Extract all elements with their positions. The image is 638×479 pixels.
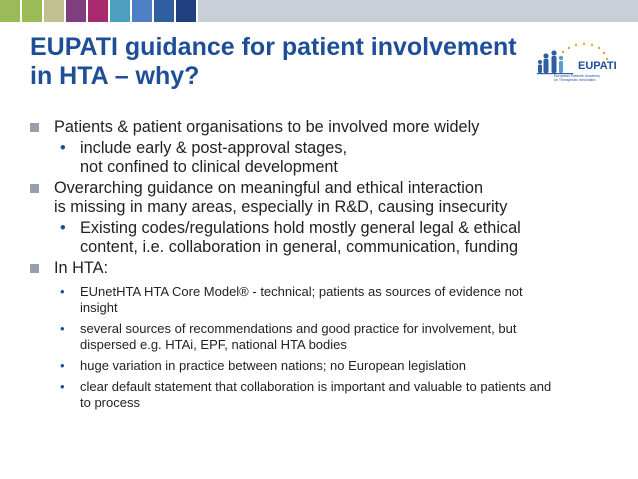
- bullet-text: In HTA:: [54, 259, 108, 277]
- eupati-wordmark: EUPATI: [578, 60, 617, 72]
- sub-bullet-item: [30, 358, 620, 374]
- sub-bullet-item: [30, 379, 620, 411]
- sub-bullet-item: [30, 219, 620, 257]
- sub-bullet-text-line-1: clear default statement that collaboration is important and valuable to patients and: [80, 379, 552, 394]
- sub-bullet-text-line-2: content, i.e. collaboration in general, communication, funding: [80, 238, 519, 256]
- square-bullet-icon: [30, 184, 39, 193]
- strip-square: [110, 0, 130, 22]
- bullet-text-line-1: Overarching guidance on meaningful and ethical interaction: [54, 179, 484, 197]
- sub-bullet-text-line-2: to process: [80, 395, 140, 410]
- sub-bullet-text-line-1: include early & post-approval stages,: [80, 139, 347, 157]
- logo-tagline-line-2: on Therapeutic Innovation: [554, 78, 596, 83]
- slide-title: [30, 33, 520, 91]
- bullet-dot-icon: •: [60, 219, 66, 237]
- bullet-dot-icon: •: [60, 379, 65, 394]
- square-bullet-icon: [30, 123, 39, 132]
- strip-square: [132, 0, 152, 22]
- strip-square: [22, 0, 42, 22]
- bullet-dot-icon: •: [60, 321, 65, 336]
- bullet-item: [30, 179, 620, 217]
- header-color-strip: [0, 0, 638, 22]
- strip-square: [154, 0, 174, 22]
- sub-bullet-text-line-2: insight: [80, 300, 118, 315]
- slide-body: [30, 118, 620, 416]
- bullet-dot-icon: •: [60, 358, 65, 373]
- bullet-item: [30, 118, 620, 137]
- strip-square: [176, 0, 196, 22]
- strip-square: [0, 0, 20, 22]
- slide-title-line-1: EUPATI guidance for patient involvement: [30, 33, 517, 61]
- bullet-text: Patients & patient organisations to be involved more widely: [54, 118, 480, 136]
- logo-tagline: [554, 74, 628, 83]
- logo-tagline-line-1: European Patients' Academy: [554, 74, 601, 78]
- sub-bullet-item: [30, 284, 620, 316]
- eupati-people-circle-logo: [536, 40, 622, 104]
- strip-square: [44, 0, 64, 22]
- sub-bullet-item: [30, 139, 620, 177]
- sub-bullet-text-line-2: not confined to clinical development: [80, 158, 338, 176]
- strip-square: [66, 0, 86, 22]
- sub-bullet-item: [30, 321, 620, 353]
- sub-bullet-text-line-2: dispersed e.g. HTAi, EPF, national HTA bodies: [80, 337, 347, 352]
- strip-bar: [198, 0, 638, 22]
- square-bullet-icon: [30, 264, 39, 273]
- strip-square: [88, 0, 108, 22]
- sub-bullet-text-line-1: several sources of recommendations and good practice for involvement, but: [80, 321, 517, 336]
- slide-title-line-2: in HTA – why?: [30, 62, 200, 90]
- sub-bullet-text-line-1: Existing codes/regulations hold mostly general legal & ethical: [80, 219, 521, 237]
- bullet-text-line-2: is missing in many areas, especially in R&D, causing insecurity: [54, 198, 508, 216]
- sub-bullet-text-line-1: EUnetHTA HTA Core Model® - technical; patients as sources of evidence not: [80, 284, 523, 299]
- bullet-dot-icon: •: [60, 139, 66, 157]
- bullet-dot-icon: •: [60, 284, 65, 299]
- bullet-item: [30, 259, 620, 278]
- sub-bullet-text-line-1: huge variation in practice between nations; no European legislation: [80, 358, 466, 373]
